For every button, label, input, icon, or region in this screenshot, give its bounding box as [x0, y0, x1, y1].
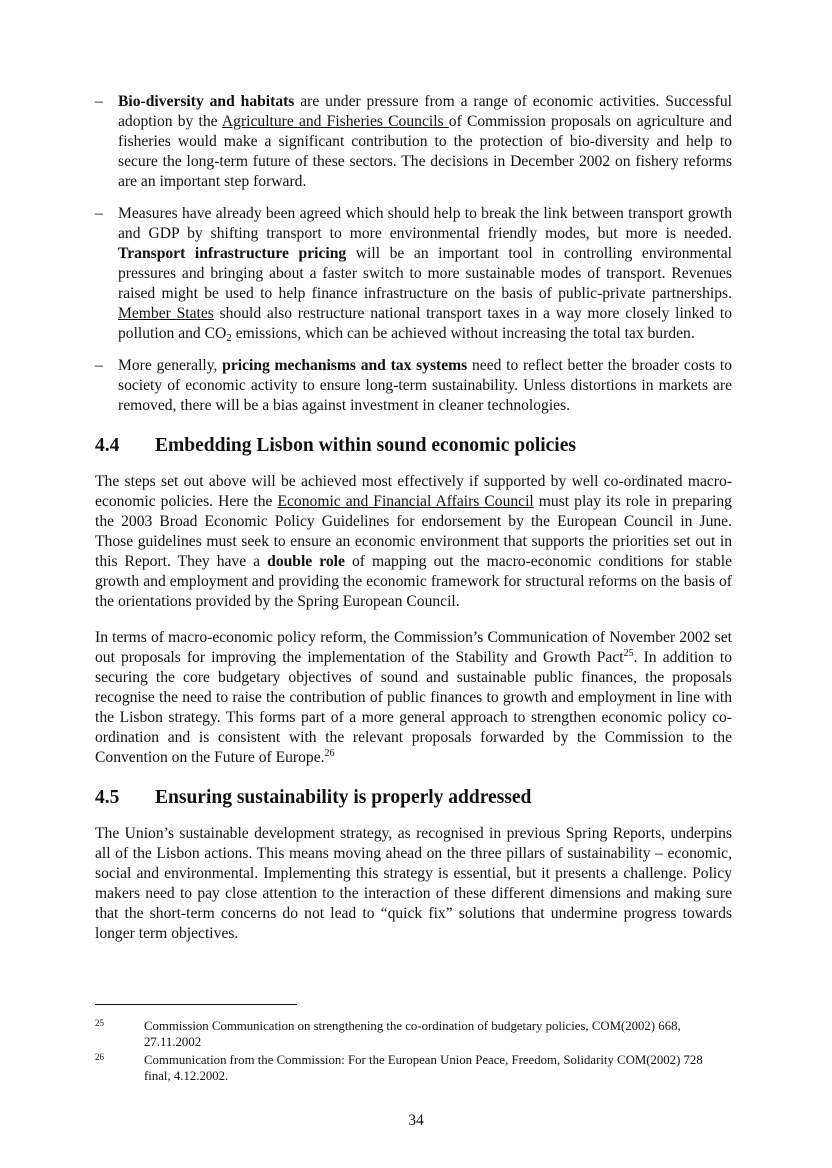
- bullet-text: will be an important tool in controlling environmental pressures and bringing about a faster switch to more sustainable modes of transport. Revenues raised might be used to help finance infrastructure on the basis of public-private partnerships.: [118, 245, 732, 302]
- section-number: 4.5: [95, 787, 120, 808]
- section-title: Ensuring sustainability is properly addressed: [155, 787, 532, 808]
- section-title: Embedding Lisbon within sound economic policies: [155, 435, 576, 456]
- bullet-bold-term: Transport infrastructure pricing: [118, 245, 347, 262]
- footnote-text: Communication from the Commission: For the European Union Peace, Freedom, Solidarity COM(2002) 728 final, 4.12.2002.: [144, 1053, 703, 1083]
- bullet-dash: –: [95, 93, 103, 110]
- footnote-text: Commission Communication on strengthening the co-ordination of budgetary policies, COM(2002) 668, 27.11.2002: [144, 1019, 681, 1049]
- section-heading-4-5: [95, 786, 732, 810]
- bullet-biodiversity: [95, 92, 732, 192]
- bullet-text: need to reflect better the broader costs to society of economic activity to ensure long-term sustainability. Unless distortions in markets are removed, there will be a bias against investment in cleaner technologies.: [118, 357, 732, 414]
- footnote-mark: 25: [95, 1018, 104, 1028]
- footnote-25: [95, 1018, 732, 1050]
- bullet-text: of Commission proposals on agriculture and fisheries would make a significant contribution to the protection of bio-diversity and help to secure the long-term future of these sectors. The decisions in December 2002 on fishery reforms are an important step forward.: [118, 113, 732, 190]
- bullet-bold-lead: Bio-diversity and habitats: [118, 93, 295, 110]
- bullet-dash: –: [95, 205, 103, 222]
- paragraph: The Union’s sustainable development strategy, as recognised in previous Spring Reports, underpins all of the Lisbon actions. This means moving ahead on the three pillars of sustainability – economic, social and environmental. Implementing this strategy is essential, but it presents a challenge. Policy makers need to pay close attention to the interaction of these different dimensions and making sure that the short-term concerns do not lead to “quick fix” solutions that undermine progress towards longer term objectives.: [95, 825, 732, 942]
- paragraph-text: of mapping out the macro-economic conditions for stable growth and employment and providing the economic framework for structural reforms on the basis of the orientations provided by the Spring European Council.: [95, 553, 732, 610]
- bullet-text: Measures have already been agreed which should help to break the link between transport growth and GDP by shifting transport to more environmental friendly modes, but more is needed.: [118, 205, 732, 242]
- agriculture-fisheries-link[interactable]: Agriculture and Fisheries Councils: [221, 113, 449, 130]
- bold-term: double role: [267, 553, 345, 570]
- paragraph-text: In terms of macro-economic policy reform, the Commission’s Communication of November 2002 set out proposals for improving the implementation of the Stability and Growth Pact: [95, 629, 732, 666]
- section-number: 4.4: [95, 435, 120, 456]
- footnote-divider: [95, 1004, 297, 1005]
- bullet-pricing: [95, 356, 732, 416]
- footnote-mark: 26: [95, 1052, 104, 1062]
- bullet-bold-term: pricing mechanisms and tax systems: [222, 357, 468, 374]
- paragraph-text: The steps set out above will be achieved most effectively if supported by well co-ordinated macro-economic policies. Here the: [95, 473, 732, 510]
- footnotes: [95, 1018, 732, 1086]
- bullet-text: should also restructure national transport taxes in a way more closely linked to pollution and CO: [118, 305, 732, 342]
- footnote-ref-25[interactable]: 25: [623, 648, 634, 659]
- paragraph-text: . In addition to securing the core budgetary objectives of sound and sustainable public finances, the proposals recognise the need to raise the contribution of public finances to growth and employment in line with the Lisbon strategy. This forms part of a more general approach to strengthen economic policy co-ordination and is consistent with the relevant proposals forwarded by the Commission to the Convention on the Future of Europe.: [95, 649, 732, 766]
- bullet-dash: –: [95, 357, 103, 374]
- bullet-text: are under pressure from a range of economic activities. Successful adoption by the: [118, 93, 732, 130]
- page-number: 34: [408, 1112, 424, 1129]
- ecofin-council-link[interactable]: Economic and Financial Affairs Council: [277, 493, 534, 510]
- bullet-text: More generally,: [118, 357, 223, 374]
- bullet-transport: [95, 204, 732, 344]
- paragraph-text: must play its role in preparing the 2003 Broad Economic Policy Guidelines for endorsement by the European Council in June. Those guidelines must seek to ensure an economic environment that supports the priorities set out in this Report. They have a: [95, 493, 732, 570]
- footnote-ref-26[interactable]: 26: [324, 748, 335, 759]
- bullet-text: emissions, which can be achieved without increasing the total tax burden.: [231, 325, 695, 342]
- member-states-link[interactable]: Member States: [118, 305, 214, 322]
- subscript-2: 2: [226, 332, 232, 344]
- paragraph: [95, 628, 732, 768]
- page-body: [95, 92, 732, 960]
- footnote-26: [95, 1052, 732, 1084]
- section-heading-4-4: [95, 434, 732, 458]
- paragraph: [95, 472, 732, 612]
